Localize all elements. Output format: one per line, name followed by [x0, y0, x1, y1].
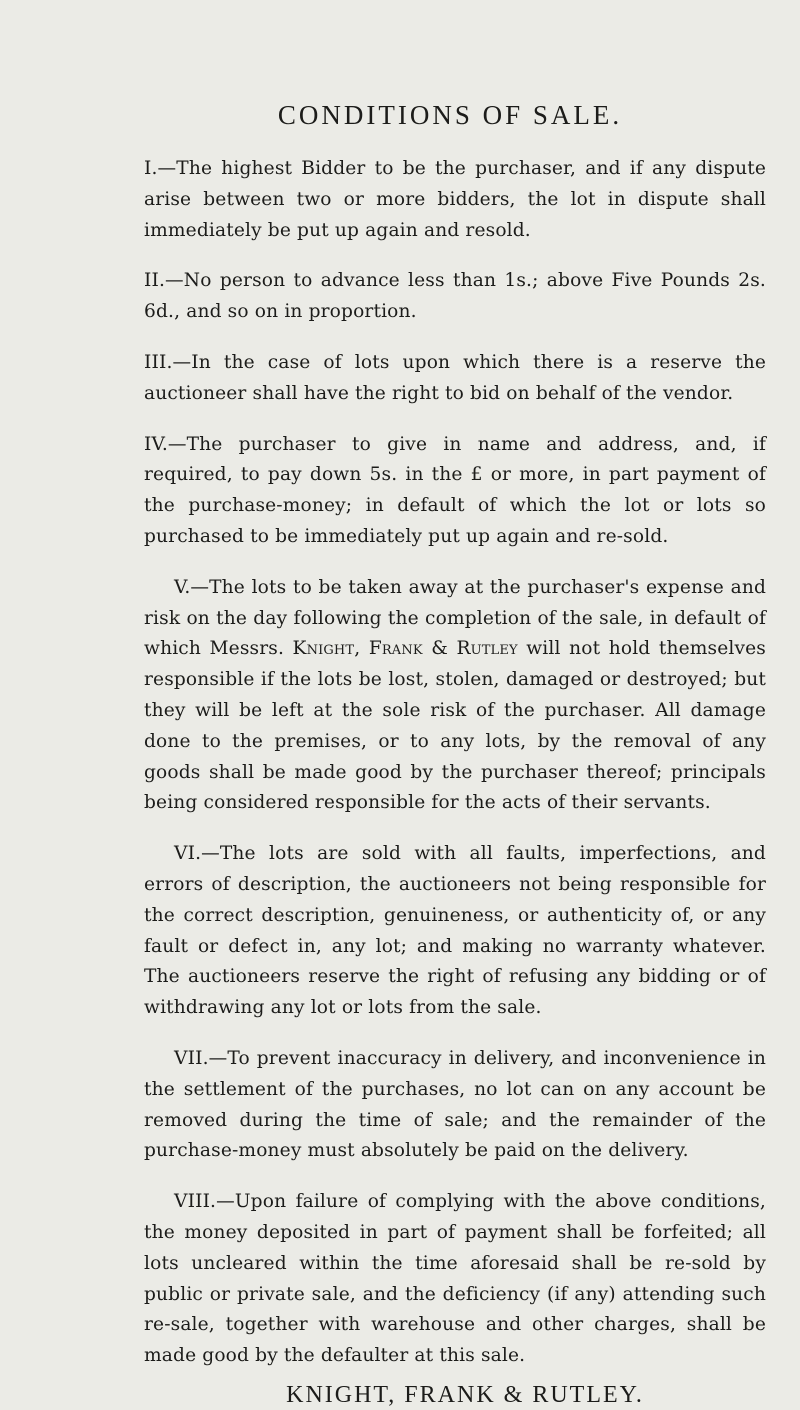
clause-1: I.—The highest Bidder to be the purchaser, and if any dispute arise between two or more bidders, the lot in dispute shall immediately be put up again and resold.	[144, 158, 766, 241]
clause-7: VII.—To prevent inaccuracy in delivery, and inconvenience in the settlement of the purchases, no lot can on any account be removed during the time of sale; and the remainder of the purchase-money must absolutely be paid on the delivery.	[144, 1047, 766, 1162]
clause-2: II.—No person to advance less than 1s.; above Five Pounds 2s. 6d., and so on in proportion.	[144, 270, 766, 323]
clause-5-text-after: will not hold themselves responsible if the lots be lost, stolen, damaged or destroyed; but they will be left at the sole risk of the purchaser. All damage done to the premises, or to any lots, by the removal of any goods shall be made good by the purchaser thereof; principals being considered responsible for the acts of their servants.	[144, 638, 766, 814]
auctioneer-firm-name: Knight, Frank & Rutley	[292, 638, 518, 660]
clause-8: VIII.—Upon failure of complying with the above conditions, the money deposited in part of payment shall be forfeited; all lots uncleared within the time aforesaid shall be re-sold by public or private sale, and the deficiency (if any) attending such re-sale, together with warehouse and other charges, shall be made good by the defaulter at this sale.	[144, 1191, 766, 1367]
clause-3: III.—In the case of lots upon which there is a reserve the auctioneer shall have the right to bid on behalf of the vendor.	[144, 351, 766, 404]
signature: KNIGHT, FRANK & RUTLEY.	[286, 1381, 644, 1408]
clause-5	[144, 573, 766, 819]
clause-4: IV.—The purchaser to give in name and address, and, if required, to pay down 5s. in the £ or more, in part payment of the purchase-money; in default of which the lot or lots so purchased to be immediately put up again and re-sold.	[144, 433, 766, 547]
clause-6: VI.—The lots are sold with all faults, imperfections, and errors of description, the auctioneers not being responsible for the correct description, genuineness, or authenticity of, or any fault or defect in, any lot; and making no warranty whatever. The auctioneers reserve the right of refusing any bidding or of withdrawing any lot or lots from the sale.	[144, 843, 766, 1019]
clause-5-text-before: V.—The lots to be taken away at the purchaser's expense and risk on the day following the completion of the sale, in default of which Messrs.	[144, 576, 766, 660]
page-title: CONDITIONS OF SALE.	[277, 100, 623, 130]
